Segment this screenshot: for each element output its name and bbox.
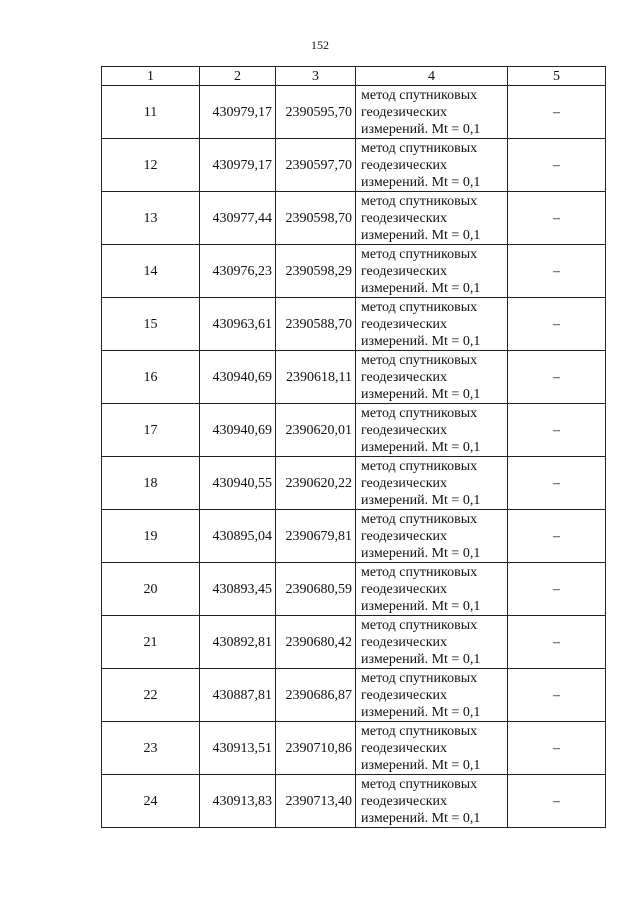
coordinate-x: 430977,44: [200, 192, 276, 245]
method-line: измерений. Mt = 0,1: [361, 333, 481, 349]
table-row: [102, 563, 606, 616]
method-line: метод спутниковых: [361, 405, 478, 421]
method-line: метод спутниковых: [361, 140, 478, 156]
point-number: 22: [102, 669, 200, 722]
method-line: метод спутниковых: [361, 458, 478, 474]
coordinates-table: [101, 66, 606, 828]
method-line: метод спутниковых: [361, 299, 478, 315]
header-col-5: 5: [508, 67, 606, 86]
table-row: [102, 139, 606, 192]
table-row: [102, 298, 606, 351]
method-line: измерений. Mt = 0,1: [361, 227, 481, 243]
method-line: геодезических: [361, 369, 448, 385]
note-dash: –: [508, 722, 606, 775]
table-row: [102, 245, 606, 298]
method-line: метод спутниковых: [361, 511, 478, 527]
note-dash: –: [508, 245, 606, 298]
method-line: метод спутниковых: [361, 723, 478, 739]
coordinate-y: 2390679,81: [276, 510, 356, 563]
method-line: метод спутниковых: [361, 87, 478, 103]
coordinate-y: 2390620,22: [276, 457, 356, 510]
method-description: [356, 139, 508, 192]
point-number: 21: [102, 616, 200, 669]
note-dash: –: [508, 775, 606, 828]
table-row: [102, 192, 606, 245]
method-description: [356, 457, 508, 510]
coordinate-x: 430940,69: [200, 351, 276, 404]
note-dash: –: [508, 457, 606, 510]
note-dash: –: [508, 616, 606, 669]
note-dash: –: [508, 86, 606, 139]
method-description: [356, 86, 508, 139]
note-dash: –: [508, 139, 606, 192]
point-number: 14: [102, 245, 200, 298]
method-line: геодезических: [361, 316, 448, 332]
point-number: 18: [102, 457, 200, 510]
method-line: измерений. Mt = 0,1: [361, 280, 481, 296]
method-description: [356, 563, 508, 616]
point-number: 17: [102, 404, 200, 457]
method-line: геодезических: [361, 740, 448, 756]
coordinate-y: 2390595,70: [276, 86, 356, 139]
coordinate-x: 430963,61: [200, 298, 276, 351]
point-number: 16: [102, 351, 200, 404]
method-line: метод спутниковых: [361, 670, 478, 686]
method-line: измерений. Mt = 0,1: [361, 757, 481, 773]
coordinate-x: 430893,45: [200, 563, 276, 616]
coordinate-y: 2390686,87: [276, 669, 356, 722]
header-row: [102, 67, 606, 86]
point-number: 20: [102, 563, 200, 616]
table-row: [102, 457, 606, 510]
method-line: геодезических: [361, 263, 448, 279]
table-row: [102, 404, 606, 457]
method-line: измерений. Mt = 0,1: [361, 651, 481, 667]
method-line: геодезических: [361, 210, 448, 226]
note-dash: –: [508, 192, 606, 245]
method-line: геодезических: [361, 104, 448, 120]
point-number: 11: [102, 86, 200, 139]
coordinate-y: 2390598,29: [276, 245, 356, 298]
method-line: геодезических: [361, 422, 448, 438]
page-number: 152: [311, 38, 329, 52]
method-description: [356, 510, 508, 563]
method-line: метод спутниковых: [361, 352, 478, 368]
method-line: метод спутниковых: [361, 246, 478, 262]
coordinate-x: 430895,04: [200, 510, 276, 563]
method-line: измерений. Mt = 0,1: [361, 545, 481, 561]
method-line: геодезических: [361, 793, 448, 809]
coordinate-y: 2390598,70: [276, 192, 356, 245]
coordinate-y: 2390680,59: [276, 563, 356, 616]
method-line: геодезических: [361, 634, 448, 650]
method-line: метод спутниковых: [361, 617, 478, 633]
coordinate-y: 2390618,11: [276, 351, 356, 404]
point-number: 23: [102, 722, 200, 775]
coordinate-y: 2390713,40: [276, 775, 356, 828]
method-line: геодезических: [361, 581, 448, 597]
note-dash: –: [508, 404, 606, 457]
method-line: геодезических: [361, 528, 448, 544]
method-line: измерений. Mt = 0,1: [361, 121, 481, 137]
method-line: измерений. Mt = 0,1: [361, 598, 481, 614]
note-dash: –: [508, 510, 606, 563]
coordinate-y: 2390597,70: [276, 139, 356, 192]
method-line: измерений. Mt = 0,1: [361, 810, 481, 826]
coordinate-y: 2390588,70: [276, 298, 356, 351]
coordinate-y: 2390680,42: [276, 616, 356, 669]
table-row: [102, 510, 606, 563]
method-description: [356, 722, 508, 775]
header-col-1: 1: [102, 67, 200, 86]
point-number: 12: [102, 139, 200, 192]
coordinate-y: 2390620,01: [276, 404, 356, 457]
method-line: метод спутниковых: [361, 564, 478, 580]
table-row: [102, 722, 606, 775]
note-dash: –: [508, 563, 606, 616]
table-row: [102, 775, 606, 828]
coordinate-x: 430979,17: [200, 139, 276, 192]
method-line: измерений. Mt = 0,1: [361, 174, 481, 190]
method-line: метод спутниковых: [361, 776, 478, 792]
table-row: [102, 616, 606, 669]
coordinate-x: 430940,69: [200, 404, 276, 457]
coordinate-x: 430979,17: [200, 86, 276, 139]
point-number: 24: [102, 775, 200, 828]
coordinate-y: 2390710,86: [276, 722, 356, 775]
method-description: [356, 404, 508, 457]
method-line: измерений. Mt = 0,1: [361, 386, 481, 402]
table-row: [102, 86, 606, 139]
method-line: метод спутниковых: [361, 193, 478, 209]
point-number: 15: [102, 298, 200, 351]
point-number: 13: [102, 192, 200, 245]
coordinate-x: 430940,55: [200, 457, 276, 510]
method-line: геодезических: [361, 157, 448, 173]
method-description: [356, 351, 508, 404]
note-dash: –: [508, 298, 606, 351]
method-line: измерений. Mt = 0,1: [361, 492, 481, 508]
method-description: [356, 616, 508, 669]
table-row: [102, 351, 606, 404]
method-description: [356, 298, 508, 351]
method-description: [356, 775, 508, 828]
method-description: [356, 669, 508, 722]
method-line: измерений. Mt = 0,1: [361, 704, 481, 720]
method-description: [356, 245, 508, 298]
method-line: измерений. Mt = 0,1: [361, 439, 481, 455]
table-row: [102, 669, 606, 722]
header-col-2: 2: [200, 67, 276, 86]
header-col-4: 4: [356, 67, 508, 86]
coordinate-x: 430892,81: [200, 616, 276, 669]
method-description: [356, 192, 508, 245]
point-number: 19: [102, 510, 200, 563]
note-dash: –: [508, 351, 606, 404]
coordinate-x: 430887,81: [200, 669, 276, 722]
coordinate-x: 430913,83: [200, 775, 276, 828]
note-dash: –: [508, 669, 606, 722]
coordinate-x: 430976,23: [200, 245, 276, 298]
method-line: геодезических: [361, 475, 448, 491]
header-col-3: 3: [276, 67, 356, 86]
method-line: геодезических: [361, 687, 448, 703]
coordinate-x: 430913,51: [200, 722, 276, 775]
